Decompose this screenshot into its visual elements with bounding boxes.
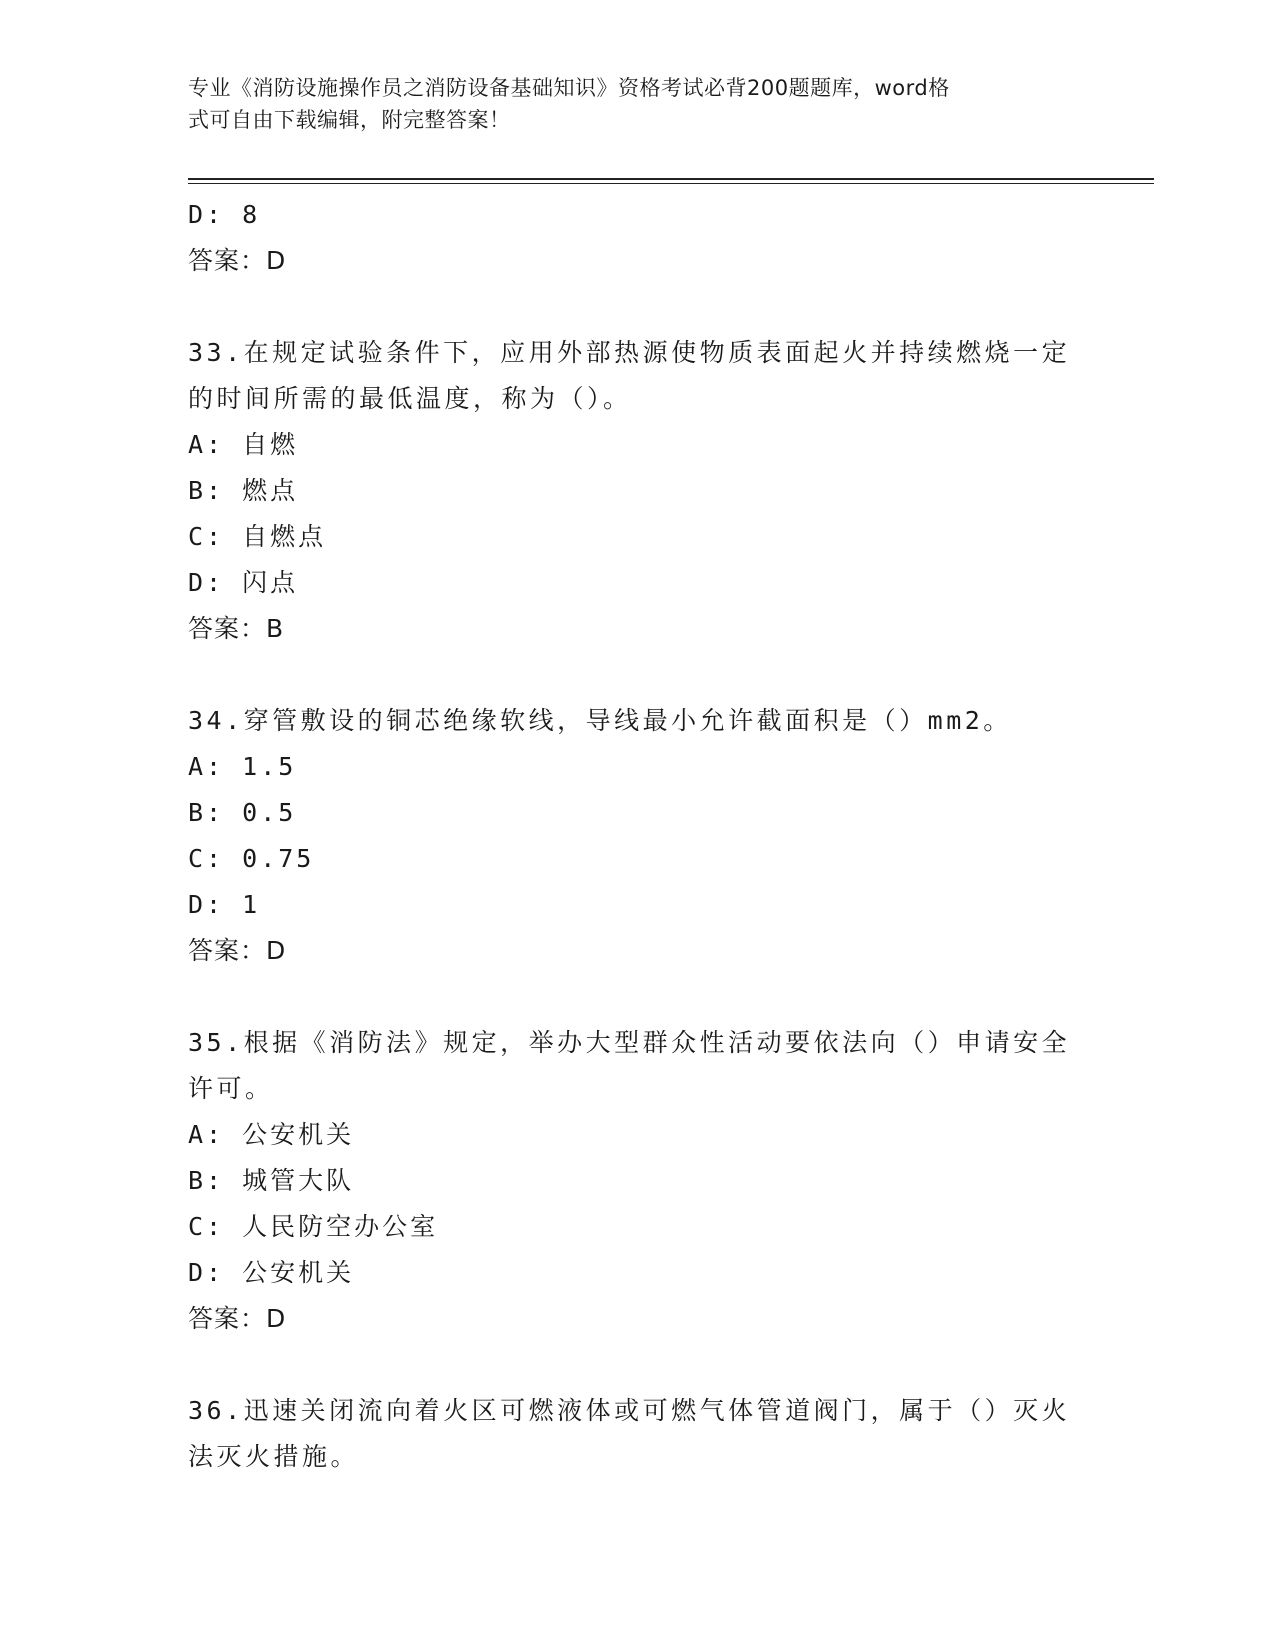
option-d: D: 公安机关	[188, 1258, 355, 1287]
question-text-line-2: 的时间所需的最低温度，称为（）。	[188, 384, 632, 413]
question-text-line-1: 35.根据《消防法》规定，举办大型群众性活动要依法向（）申请安全	[188, 1028, 1071, 1057]
question-33	[188, 330, 1088, 652]
option-d: D: 1	[188, 890, 261, 919]
document-body	[188, 192, 1088, 1480]
question-34	[188, 698, 1088, 974]
question-text-line-2: 法灭火措施。	[188, 1442, 360, 1471]
header-line-2: 式可自由下载编辑，附完整答案！	[188, 108, 511, 132]
answer: 答案：D	[188, 936, 287, 965]
question-35	[188, 1020, 1088, 1342]
header-rule-thick	[188, 178, 1154, 180]
answer: 答案：B	[188, 614, 285, 643]
header-line-1: 专业《消防设施操作员之消防设备基础知识》资格考试必背200题题库，word格	[188, 76, 950, 100]
prev-option-d: D: 8	[188, 200, 261, 229]
option-a: A: 1.5	[188, 752, 297, 781]
prev-answer: 答案：D	[188, 246, 287, 275]
answer: 答案：D	[188, 1304, 287, 1333]
option-a: A: 自燃	[188, 430, 299, 459]
option-d: D: 闪点	[188, 568, 299, 597]
question-text-line-1: 34.穿管敷设的铜芯绝缘软线，导线最小允许截面积是（）mm2。	[188, 706, 1012, 735]
option-a: A: 公安机关	[188, 1120, 355, 1149]
option-b: B: 0.5	[188, 798, 297, 827]
question-36	[188, 1388, 1088, 1480]
question-text-line-1: 33.在规定试验条件下，应用外部热源使物质表面起火并持续燃烧一定	[188, 338, 1071, 367]
question-text-line-2: 许可。	[188, 1074, 274, 1103]
option-b: B: 燃点	[188, 476, 299, 505]
option-c: C: 自燃点	[188, 522, 327, 551]
option-c: C: 人民防空办公室	[188, 1212, 439, 1241]
option-c: C: 0.75	[188, 844, 315, 873]
document-header	[188, 72, 1088, 136]
option-b: B: 城管大队	[188, 1166, 355, 1195]
header-rule-thin	[188, 183, 1154, 184]
question-text-line-1: 36.迅速关闭流向着火区可燃液体或可燃气体管道阀门，属于（）灭火	[188, 1396, 1071, 1425]
